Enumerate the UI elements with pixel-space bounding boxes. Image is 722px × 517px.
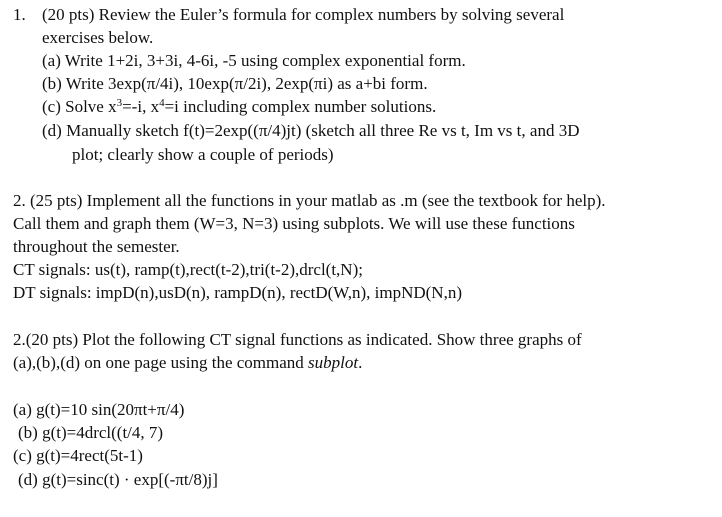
q1-c-mid: =-i, x: [122, 97, 160, 116]
q2-line3: throughout the semester.: [13, 237, 180, 256]
q2-ct-signals: CT signals: us(t), ramp(t),rect(t-2),tri(t-2),drcl(t,N);: [13, 260, 363, 279]
q3-part-b: (b) g(t)=4drcl((t/4, 7): [18, 423, 164, 442]
q1-intro-text: (20 pts) Review the Euler’s formula for complex numbers by solving several: [42, 5, 565, 24]
q1-number: 1.: [13, 5, 26, 24]
q2-line2: Call them and graph them (W=3, N=3) using subplots. We will use these functions: [13, 214, 575, 233]
q2-line1: 2. (25 pts) Implement all the functions in your matlab as .m (see the textbook for help).: [13, 191, 606, 210]
q1-part-c: [42, 96, 436, 118]
q1-intro-line2: exercises below.: [42, 28, 154, 47]
q1-c-post: =i including complex number solutions.: [164, 97, 437, 116]
q3-line1: 2.(20 pts) Plot the following CT signal functions as indicated. Show three graphs of: [13, 330, 582, 349]
q3-part-d: (d) g(t)=sinc(t) · exp[(-πt/8)j]: [18, 470, 218, 489]
q1-part-a: (a) Write 1+2i, 3+3i, 4-6i, -5 using complex exponential form.: [42, 51, 466, 70]
q3-subplot-command: subplot: [308, 353, 359, 372]
q3-line2-pre: (a),(b),(d) on one page using the command: [13, 353, 309, 372]
q3-part-a: (a) g(t)=10 sin(20πt+π/4): [13, 400, 185, 419]
q2-dt-signals: DT signals: impD(n),usD(n), rampD(n), rectD(W,n), impND(N,n): [13, 283, 462, 302]
q1-part-d-line1: (d) Manually sketch f(t)=2exp((π/4)jt) (sketch all three Re vs t, Im vs t, and 3D: [42, 121, 580, 140]
q3-line2-post: .: [358, 353, 363, 372]
q1-part-b: (b) Write 3exp(π/4i), 10exp(π/2i), 2exp(πi) as a+bi form.: [42, 74, 428, 93]
q1-part-d-line2: plot; clearly show a couple of periods): [72, 145, 334, 164]
q1-c-exp2: 4: [159, 97, 165, 109]
q3-line2: [13, 352, 362, 374]
q1-c-pre: (c) Solve x: [42, 97, 117, 116]
q3-part-c: (c) g(t)=4rect(5t-1): [13, 446, 143, 465]
q1-c-exp1: 3: [116, 97, 123, 109]
